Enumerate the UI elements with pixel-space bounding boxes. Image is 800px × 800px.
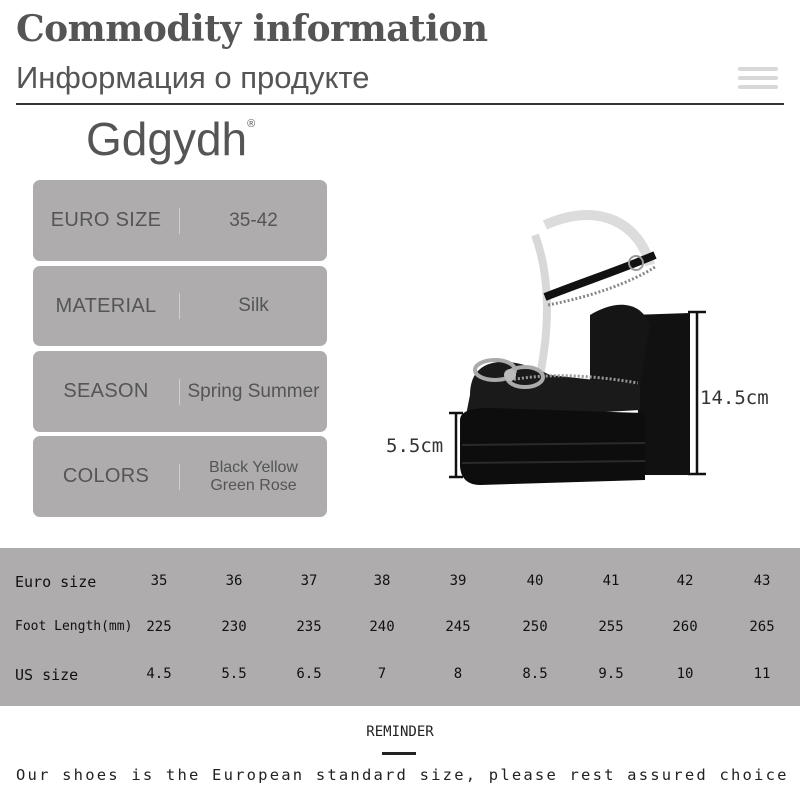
menu-icon[interactable] <box>738 67 778 89</box>
platform-height-marker <box>448 411 464 479</box>
row-label: US size <box>15 666 79 684</box>
table-cell: 10 <box>676 666 694 682</box>
colors-line-2: Green Rose <box>210 476 297 494</box>
table-cell: 41 <box>602 573 620 589</box>
table-cell: 265 <box>749 619 775 635</box>
heel-height-label: 14.5cm <box>700 387 769 409</box>
table-cell: 7 <box>377 666 387 682</box>
table-cell: 230 <box>221 619 247 635</box>
spec-label: EURO SIZE <box>50 209 162 231</box>
table-cell: 40 <box>526 573 544 589</box>
size-table <box>0 548 800 706</box>
table-cell: 36 <box>225 573 243 589</box>
reminder-heading: REMINDER <box>366 724 434 740</box>
table-cell: 8 <box>453 666 463 682</box>
table-cell: 240 <box>369 619 395 635</box>
table-cell: 255 <box>598 619 624 635</box>
brand-name <box>86 112 255 166</box>
table-cell: 4.5 <box>146 666 172 682</box>
table-cell: 43 <box>753 573 771 589</box>
table-cell: 35 <box>150 573 168 589</box>
table-cell: 42 <box>676 573 694 589</box>
shoe-image <box>440 205 700 495</box>
table-cell: 37 <box>300 573 318 589</box>
reminder-underline <box>382 752 416 755</box>
spec-material <box>33 266 327 346</box>
registered-mark: ® <box>247 118 256 130</box>
table-cell: 250 <box>522 619 548 635</box>
header-divider <box>16 103 784 105</box>
table-cell: 225 <box>146 619 172 635</box>
spec-value <box>180 459 327 495</box>
table-row <box>0 573 800 603</box>
table-cell: 9.5 <box>598 666 624 682</box>
spec-label: SEASON <box>63 380 149 402</box>
table-cell: 38 <box>373 573 391 589</box>
spec-value: 35-42 <box>229 209 278 231</box>
table-cell: 11 <box>753 666 771 682</box>
spec-label: COLORS <box>62 465 150 487</box>
table-cell: 260 <box>672 619 698 635</box>
spec-colors <box>33 436 327 517</box>
colors-line-1: Black Yellow <box>209 458 298 476</box>
spec-value: Spring Summer <box>187 380 320 402</box>
spec-season <box>33 351 327 432</box>
title-russian: Информация о продукте <box>16 60 370 95</box>
title-english: Commodity information <box>16 8 488 50</box>
table-cell: 245 <box>445 619 471 635</box>
table-row <box>0 666 800 696</box>
spec-value: Silk <box>238 295 269 316</box>
table-cell: 39 <box>449 573 467 589</box>
row-label: Euro size <box>15 573 97 591</box>
brand-text: Gdgydh <box>86 113 248 165</box>
platform-height-label: 5.5cm <box>386 435 444 457</box>
table-cell: 6.5 <box>296 666 322 682</box>
table-row <box>0 619 800 649</box>
spec-label: MATERIAL <box>55 294 157 317</box>
row-label: Foot Length(mm) <box>15 619 133 634</box>
spec-euro-size <box>33 180 327 261</box>
table-cell: 8.5 <box>522 666 548 682</box>
table-cell: 235 <box>296 619 322 635</box>
size-note: Our shoes is the European standard size, please rest assured choice <box>16 766 789 784</box>
table-cell: 5.5 <box>221 666 247 682</box>
